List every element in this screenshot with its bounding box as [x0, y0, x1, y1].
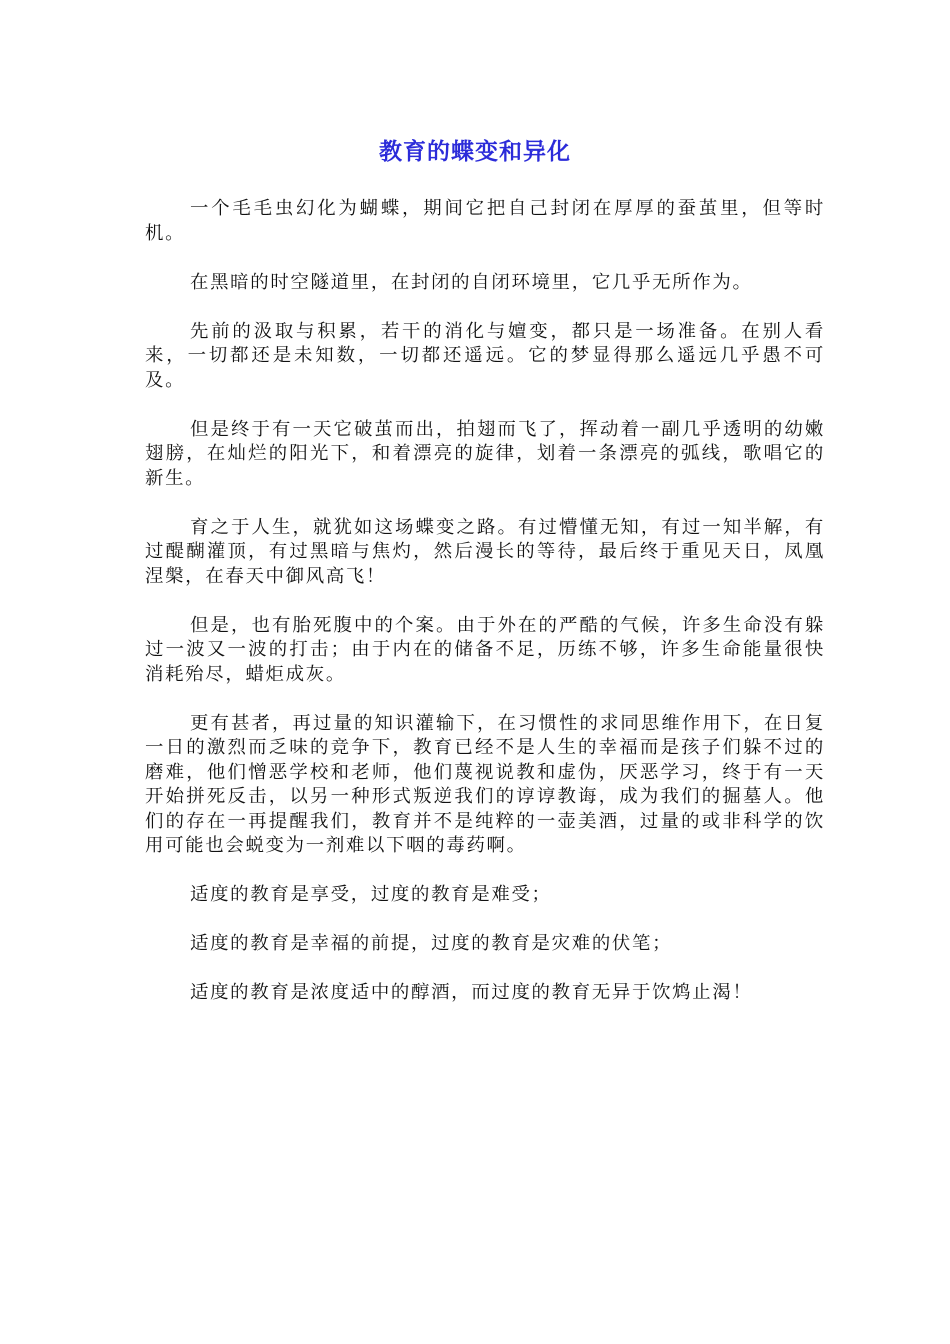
- paragraph-6: 但是，也有胎死腹中的个案。由于外在的严酷的气候，许多生命没有躲过一波又一波的打击；由于内在的储备不足，历练不够，许多生命能量很快消耗殆尽，蜡炬成灰。: [145, 614, 825, 685]
- paragraph-2: 在黑暗的时空隧道里，在封闭的自闭环境里，它几乎无所作为。: [190, 271, 753, 293]
- document-body: [145, 197, 825, 1030]
- document-title: 教育的蝶变和异化: [379, 139, 571, 165]
- paragraph-7: 更有甚者，再过量的知识灌输下，在习惯性的求同思维作用下，在日复一日的激烈而乏味的竞争下，教育已经不是人生的幸福而是孩子们躲不过的磨难，他们憎恶学校和老师，他们蔑视说教和虚伪，厌恶学习，终于有一天开始拼死反击，以另一种形式叛逆我们的谆谆教诲，成为我们的掘墓人。他们的存在一再提醒我们，教育并不是纯粹的一壶美酒，过量的或非科学的饮用可能也会蜕变为一剂难以下咽的毒药啊。: [145, 712, 825, 856]
- paragraph-10: 适度的教育是浓度适中的醇酒，而过度的教育无异于饮鸩止渴！: [190, 982, 753, 1003]
- paragraph-3: 先前的汲取与积累，若干的消化与嬗变，都只是一场准备。在别人看来，一切都还是未知数，一切都还遥远。它的梦显得那么遥远几乎愚不可及。: [145, 320, 825, 391]
- paragraph-9: 适度的教育是幸福的前提，过度的教育是灾难的伏笔；: [190, 933, 673, 954]
- paragraph-8: 适度的教育是享受，过度的教育是难受；: [190, 884, 552, 905]
- paragraph-4: 但是终于有一天它破茧而出，拍翅而飞了，挥动着一副几乎透明的幼嫩翅膀，在灿烂的阳光下，和着漂亮的旋律，划着一条漂亮的弧线，歌唱它的新生。: [145, 418, 825, 489]
- paragraph-1: 一个毛毛虫幻化为蝴蝶，期间它把自己封闭在厚厚的蚕茧里，但等时机。: [145, 198, 825, 244]
- paragraph-5: 育之于人生，就犹如这场蝶变之路。有过懵懂无知，有过一知半解，有过醍醐灌顶，有过黑暗与焦灼，然后漫长的等待，最后终于重见天日，凤凰涅槃，在春天中御风高飞！: [145, 516, 825, 587]
